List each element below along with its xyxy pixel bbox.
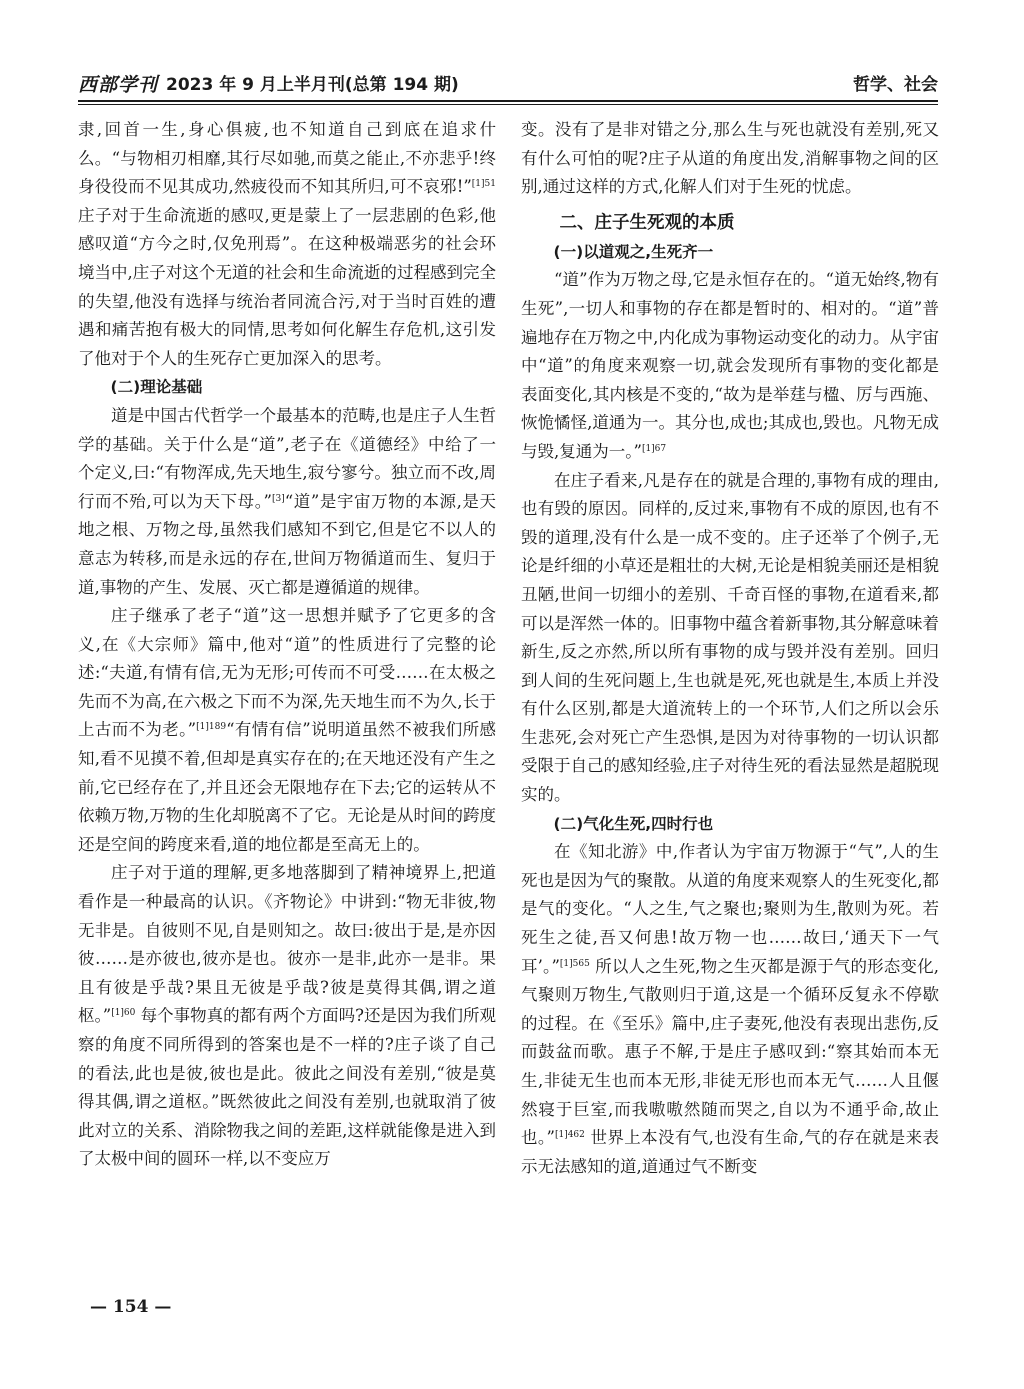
- citation: [3]: [271, 493, 285, 504]
- page-number: — 154 —: [90, 1297, 172, 1317]
- paragraph-text: 道是中国古代哲学一个最基本的范畴,也是庄子人生哲学的基础。关于什么是“道”,老子在《道德经》中给了一个定义,曰:“有物浑成,先天地生,寂兮寥兮。独立而不改,周行而不殆,可以为天下母。”: [78, 405, 496, 511]
- paragraph: [78, 402, 496, 602]
- citation: [1]51: [471, 179, 496, 190]
- page-header: [78, 66, 938, 100]
- paragraph: [78, 859, 496, 1174]
- paragraph: [78, 602, 496, 859]
- paragraph-text: 变。没有了是非对错之分,那么生与死也就没有差别,死又有什么可怕的呢?庄子从道的角度出发,消解事物之间的区别,通过这样的方式,化解人们对于生死的忧虑。: [521, 120, 939, 197]
- paragraph-text: 世界上本没有气,也没有生命,气的存在就是来表示无法感知的道,道通过气不断变: [521, 1128, 939, 1176]
- issue-info: 2023 年 9 月上半月刊(总第 194 期): [166, 75, 459, 95]
- paragraph-text: 所以人之生死,物之生灭都是源于气的形态变化,气聚则万物生,气散则归于道,这是一个循环反复永不停歇的过程。在《至乐》篇中,庄子妻死,他没有表现出悲伤,反而鼓盆而歌。惠子不解,于是庄子感叹到:“察其始而本无生,非徒无生也而本无形,非徒无形也而本无气……人且偃然寝于巨室,而我嗷嗷然随而哭之,自以为不通乎命,故止也。”: [521, 956, 939, 1148]
- paragraph: [521, 266, 939, 466]
- paragraph-text: 庄子对于生命流逝的感叹,更是蒙上了一层悲剧的色彩,他感叹道“方今之时,仅免刑焉”。在这种极端恶劣的社会环境当中,庄子对这个无道的社会和生命流逝的过程感到完全的失望,他没有选择与统治者同流合污,对于当时百姓的遭遇和痛苦抱有极大的同情,思考如何化解生存危机,这引发了他对于个人的生死存亡更加深入的思考。: [78, 205, 496, 368]
- citation: [1]60: [111, 1008, 136, 1019]
- citation: [1]565: [559, 958, 590, 969]
- paragraph-text: 庄子对于道的理解,更多地落脚到了精神境界上,把道看作是一种最高的认识。《齐物论》中讲到:“物无非彼,物无非是。自彼则不见,自是则知之。故曰:彼出于是,是亦因彼……是亦彼也,彼亦是也。彼亦一是非,此亦一是非。果且有彼是乎哉?果且无彼是乎哉?彼是莫得其偶,谓之道枢。”: [78, 863, 496, 1026]
- paragraph: [521, 467, 939, 810]
- paragraph: [521, 116, 939, 202]
- paragraph-text: 隶,回首一生,身心俱疲,也不知道自己到底在追求什么。“与物相刃相靡,其行尽如驰,而莫之能止,不亦悲乎!终身役役而不见其成功,然疲役而不知其所归,可不哀邪!”: [78, 120, 496, 197]
- right-column: [521, 116, 939, 1181]
- paragraph-text: 在庄子看来,凡是存在的就是合理的,事物有成的理由,也有毁的原因。同样的,反过来,事物有不成的原因,也有不毁的道理,没有什么是一成不变的。庄子还举了个例子,无论是纤细的小草还是粗壮的大树,无论是相貌美丽还是相貌丑陋,世间一切细小的差别、千奇百怪的事物,在道看来,都可以是浑然一体的。旧事物中蕴含着新事物,其分解意味着新生,反之亦然,所以所有事物的成与毁并没有差别。回归到人间的生死问题上,生也就是死,死也就是生,本质上并没有什么区别,都是大道流转上的一个环节,人们之所以会乐生悲死,会对死亡产生恐惧,是因为对待事物的一切认识都受限于自己的感知经验,庄子对待生死的看法显然是超脱现实的。: [521, 470, 939, 805]
- header-rule-thick: [78, 100, 938, 102]
- paragraph: [78, 116, 496, 373]
- paragraph-text: 庄子继承了老子“道”这一思想并赋予了它更多的含义,在《大宗师》篇中,他对“道”的性质进行了完整的论述:“夫道,有情有信,无为无形;可传而不可受……在太极之先而不为高,在六极之下而不为深,先天地生而不为久,长于上古而不为老。”: [78, 606, 496, 740]
- subsection-heading: (二)理论基础: [110, 378, 203, 397]
- citation: [1]67: [641, 443, 667, 454]
- paragraph: [521, 838, 939, 1181]
- citation: [1]462: [554, 1130, 585, 1141]
- journal-logo: 西部学刊: [78, 74, 159, 96]
- paragraph-text: 在《知北游》中,作者认为宇宙万物源于“气”,人的生死也是因为气的聚散。从道的角度来观察人的生死变化,都是气的变化。“人之生,气之聚也;聚则为生,散则为死。若死生之徒,吾又何患!故万物一也……故曰,‘通天下一气耳’。”: [521, 842, 939, 976]
- paragraph-text: “有情有信”说明道虽然不被我们所感知,看不见摸不着,但却是真实存在的;在天地还没有产生之前,它已经存在了,并且还会无限地存在下去;它的运转从不依赖万物,万物的生化却脱离不了它。无论是从时间的跨度还是空间的跨度来看,道的地位都是至高无上的。: [78, 720, 496, 854]
- subsection-heading: (一)以道观之,生死齐一: [553, 242, 714, 261]
- subsection-heading: (二)气化生死,四时行也: [553, 814, 714, 833]
- left-column: [78, 116, 496, 1174]
- section-label: 哲学、社会: [853, 75, 938, 95]
- paragraph-text: “道”作为万物之母,它是永恒存在的。“道无始终,物有生死”,一切人和事物的存在都是暂时的、相对的。“道”普遍地存在万物之中,内化成为事物运动变化的动力。从宇宙中“道”的角度来观察一切,就会发现所有事物的变化都是表面变化,其内核是不变的,“故为是举莛与楹、厉与西施、恢恑憰怪,道通为一。其分也,成也;其成也,毁也。凡物无成与毁,复通为一。”: [521, 270, 939, 461]
- paragraph-text: 每个事物真的都有两个方面吗?还是因为我们所观察的角度不同所得到的答案也是不一样的?庄子谈了自己的看法,此也是彼,彼也是此。彼此之间没有差别,“彼是莫得其偶,谓之道枢。”既然彼此之间没有差别,也就取消了彼此对立的关系、消除物我之间的差距,这样就能像是进入到了太极中间的圆环一样,以不变应万: [78, 1006, 496, 1169]
- citation: [1]189: [196, 722, 227, 733]
- paragraph-text: “道”是宇宙万物的本源,是天地之根、万物之母,虽然我们感知不到它,但是它不以人的意志为转移,而是永远的存在,世间万物循道而生、复归于道,事物的产生、发展、灭亡都是遵循道的规律。: [78, 491, 496, 597]
- header-rule-thin: [78, 104, 938, 105]
- section-heading: 二、庄子生死观的本质: [559, 212, 735, 233]
